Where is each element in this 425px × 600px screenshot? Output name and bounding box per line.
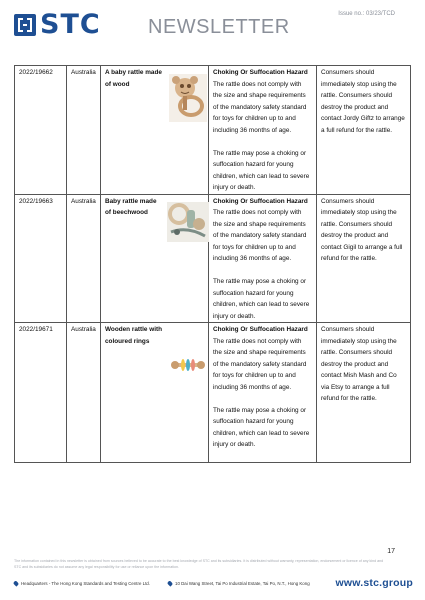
issue-number: Issue no.: 03/23/TCD [338, 11, 395, 17]
recall-product-name: A baby rattle made of wood [105, 69, 162, 88]
recall-remedy: Consumers should immediately stop using the rattle. Consumers should destroy the product and contact Jordy Giftz to arrange a full refund for the rattle. [317, 66, 411, 195]
hazard-text: The rattle does not comply with the size and shape requirements of the mandatory safety standard for toys for children up to and including 36 months of age. [213, 337, 307, 391]
hazard-text-2: The rattle may pose a choking or suffocation hazard for young children, which can lead to severe injury or death. [213, 278, 310, 320]
disclaimer-text: The information contained in this newsletter is obtained from sources believed to be accurate to the best knowledge of STC and its subsidiaries. It is distributed without warranty, representation, endorsement or licence of any kind and STC and its subsidiaries do not assume any legal responsibility for use or reliance upon the information. [14, 559, 384, 569]
recall-id: 2022/19671 [15, 323, 67, 463]
recall-product-name: Wooden rattle with coloured rings [105, 326, 163, 345]
recall-country: Australia [67, 66, 101, 195]
stc-logo [14, 9, 101, 40]
recall-remedy: Consumers should immediately stop using the rattle. Consumers should destroy the product and contact Gigil to arrange a full refund for the rattle. [317, 194, 411, 323]
recall-id: 2022/19663 [15, 194, 67, 323]
recall-hazard-cell [209, 194, 317, 323]
page-header [0, 0, 425, 60]
recall-table [14, 65, 411, 463]
beechwood-rattle-image [167, 202, 209, 242]
hazard-text: The rattle does not comply with the size and shape requirements of the mandatory safety standard for toys for children up to and including 36 months of age. [213, 80, 307, 134]
hazard-title: Choking Or Suffocation Hazard [213, 69, 308, 76]
logo-text: STC [40, 9, 101, 40]
recall-country: Australia [67, 194, 101, 323]
table-row [15, 194, 411, 323]
recall-product-cell [101, 194, 209, 323]
page-footer [0, 575, 425, 593]
stc-logo-mark-icon [14, 14, 36, 36]
recall-product-cell [101, 66, 209, 195]
hazard-title: Choking Or Suffocation Hazard [213, 326, 308, 333]
address-line-1: Headquarters - The Hong Kong Standards and Testing Centre Ltd. [21, 581, 150, 586]
page-number: 17 [387, 548, 395, 555]
coloured-ring-rattle-image [171, 358, 205, 372]
location-pin-icon [167, 580, 173, 586]
table-row [15, 66, 411, 195]
newsletter-title: NEWSLETTER [148, 16, 290, 38]
table-row [15, 323, 411, 463]
recall-hazard-cell [209, 66, 317, 195]
hazard-text-2: The rattle may pose a choking or suffocation hazard for young children, which can lead to severe injury or death. [213, 149, 310, 191]
recall-hazard-cell [209, 323, 317, 463]
recall-product-name: Baby rattle made of beechwood [105, 197, 157, 216]
street-address [168, 581, 310, 586]
address-line-2: 10 Dai Wang Street, Tai Po Industrial Estate, Tai Po, N.T., Hong Kong [175, 581, 310, 586]
recall-country: Australia [67, 323, 101, 463]
recall-product-cell [101, 323, 209, 463]
location-pin-icon [13, 580, 19, 586]
hazard-title: Choking Or Suffocation Hazard [213, 197, 308, 205]
hazard-text-2: The rattle may pose a choking or suffocation hazard for young children, which can lead to severe injury or death. [213, 406, 310, 448]
headquarters-address [14, 581, 150, 586]
website-link[interactable]: www.stc.group [335, 577, 413, 589]
wooden-rattle-image [169, 74, 207, 122]
recall-remedy: Consumers should immediately stop using the rattle. Consumers should destroy the product and contact Mish Mash and Co via Etsy to arrange a full refund for the rattle. [317, 323, 411, 463]
hazard-text: The rattle does not comply with the size and shape requirements of the mandatory safety standard for toys for children up to and including 36 months of age. [213, 209, 307, 262]
recall-id: 2022/19662 [15, 66, 67, 195]
